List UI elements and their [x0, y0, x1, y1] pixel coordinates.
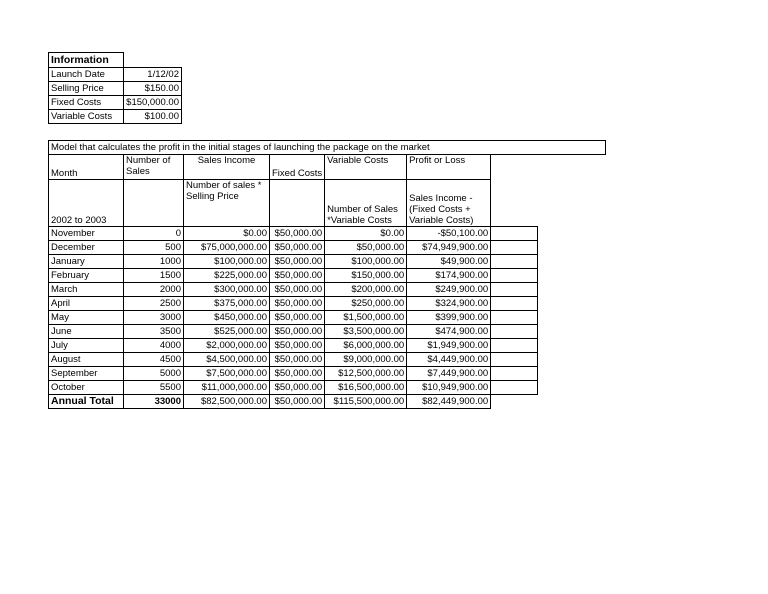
cell-sales[interactable]: 4000	[124, 339, 184, 353]
model-title[interactable]: Model that calculates the profit in the initial stages of launching the package on the market	[48, 140, 606, 155]
total-fixed[interactable]: $50,000.00	[270, 395, 325, 409]
table-row	[49, 339, 538, 353]
cell-variable[interactable]: $150,000.00	[325, 269, 407, 283]
cell-profit[interactable]: $174,900.00	[407, 269, 491, 283]
cell-income[interactable]: $7,500,000.00	[184, 367, 270, 381]
cell-profit[interactable]: $1,949,900.00	[407, 339, 491, 353]
cell-variable[interactable]: $200,000.00	[325, 283, 407, 297]
subheader-profit-formula[interactable]: Sales Income - (Fixed Costs + Variable Costs)	[407, 180, 491, 227]
cell-sales[interactable]: 2000	[124, 283, 184, 297]
cell-sales[interactable]: 5000	[124, 367, 184, 381]
table-row	[49, 381, 538, 395]
cell-variable[interactable]: $50,000.00	[325, 241, 407, 255]
cell-month[interactable]: July	[49, 339, 124, 353]
info-label-variable-costs[interactable]: Variable Costs	[49, 110, 124, 124]
total-profit[interactable]: $82,449,900.00	[407, 395, 491, 409]
header-profit-or-loss[interactable]: Profit or Loss	[407, 155, 491, 180]
cell-month[interactable]: August	[49, 353, 124, 367]
cell-month[interactable]: May	[49, 311, 124, 325]
cell-income[interactable]: $11,000,000.00	[184, 381, 270, 395]
cell-month[interactable]: January	[49, 255, 124, 269]
subheader-sales-income-formula[interactable]: Number of sales * Selling Price	[184, 180, 270, 227]
cell-month[interactable]: October	[49, 381, 124, 395]
cell-income[interactable]: $100,000.00	[184, 255, 270, 269]
cell-fixed[interactable]: $50,000.00	[270, 283, 325, 297]
cell-sales[interactable]: 500	[124, 241, 184, 255]
subheader-sales-blank[interactable]	[124, 180, 184, 227]
table-row	[49, 255, 538, 269]
header-number-of-sales[interactable]: Number of Sales	[124, 155, 184, 180]
info-label-launch-date[interactable]: Launch Date	[49, 68, 124, 82]
cell-profit[interactable]: $4,449,900.00	[407, 353, 491, 367]
cell-month[interactable]: December	[49, 241, 124, 255]
info-value-launch-date[interactable]: 1/12/02	[124, 68, 182, 82]
info-value-fixed-costs[interactable]: $150,000.00	[124, 96, 182, 110]
table-row	[49, 311, 538, 325]
cell-sales[interactable]: 2500	[124, 297, 184, 311]
cell-income[interactable]: $525,000.00	[184, 325, 270, 339]
cell-profit[interactable]: $49,900.00	[407, 255, 491, 269]
cell-variable[interactable]: $100,000.00	[325, 255, 407, 269]
table-row	[49, 241, 538, 255]
info-label-fixed-costs[interactable]: Fixed Costs	[49, 96, 124, 110]
cell-income[interactable]: $75,000,000.00	[184, 241, 270, 255]
cell-fixed[interactable]: $50,000.00	[270, 311, 325, 325]
cell-profit[interactable]: $249,900.00	[407, 283, 491, 297]
table-row	[49, 325, 538, 339]
cell-income[interactable]: $2,000,000.00	[184, 339, 270, 353]
cell-profit[interactable]: $324,900.00	[407, 297, 491, 311]
cell-sales[interactable]: 1500	[124, 269, 184, 283]
table-row	[49, 297, 538, 311]
information-header[interactable]: Information	[49, 53, 124, 68]
cell-variable[interactable]: $16,500,000.00	[325, 381, 407, 395]
total-variable[interactable]: $115,500,000.00	[325, 395, 407, 409]
header-sales-income[interactable]: Sales Income	[184, 155, 270, 180]
info-label-selling-price[interactable]: Selling Price	[49, 82, 124, 96]
cell-sales[interactable]: 4500	[124, 353, 184, 367]
header-variable-costs[interactable]: Variable Costs	[325, 155, 407, 180]
cell-fixed[interactable]: $50,000.00	[270, 325, 325, 339]
cell-variable[interactable]: $9,000,000.00	[325, 353, 407, 367]
cell-variable[interactable]: $12,500,000.00	[325, 367, 407, 381]
cell-income[interactable]: $0.00	[184, 227, 270, 241]
table-row	[49, 367, 538, 381]
cell-income[interactable]: $375,000.00	[184, 297, 270, 311]
cell-sales[interactable]: 1000	[124, 255, 184, 269]
cell-fixed[interactable]: $50,000.00	[270, 269, 325, 283]
information-header-blank[interactable]	[124, 53, 182, 68]
cell-sales[interactable]: 0	[124, 227, 184, 241]
cell-month[interactable]: February	[49, 269, 124, 283]
subheader-variable-costs-formula[interactable]: Number of Sales *Variable Costs	[325, 180, 407, 227]
total-income[interactable]: $82,500,000.00	[184, 395, 270, 409]
cell-fixed[interactable]: $50,000.00	[270, 339, 325, 353]
table-row	[49, 269, 538, 283]
table-row	[49, 353, 538, 367]
cell-month[interactable]: June	[49, 325, 124, 339]
info-value-selling-price[interactable]: $150.00	[124, 82, 182, 96]
information-table	[48, 52, 182, 124]
cell-fixed[interactable]: $50,000.00	[270, 255, 325, 269]
cell-variable[interactable]: $1,500,000.00	[325, 311, 407, 325]
cell-fixed[interactable]: $50,000.00	[270, 367, 325, 381]
cell-profit[interactable]: -$50,100.00	[407, 227, 491, 241]
total-label[interactable]: Annual Total	[49, 395, 124, 409]
cell-fixed[interactable]: $50,000.00	[270, 353, 325, 367]
cell-month[interactable]: November	[49, 227, 124, 241]
cell-sales[interactable]: 3500	[124, 325, 184, 339]
profit-model-table	[48, 154, 538, 409]
cell-fixed[interactable]: $50,000.00	[270, 227, 325, 241]
cell-income[interactable]: $300,000.00	[184, 283, 270, 297]
subheader-fixed-blank[interactable]	[270, 180, 325, 227]
cell-income[interactable]: $450,000.00	[184, 311, 270, 325]
info-value-variable-costs[interactable]: $100.00	[124, 110, 182, 124]
cell-profit[interactable]: $74,949,900.00	[407, 241, 491, 255]
cell-fixed[interactable]: $50,000.00	[270, 241, 325, 255]
cell-income[interactable]: $225,000.00	[184, 269, 270, 283]
cell-variable[interactable]: $3,500,000.00	[325, 325, 407, 339]
total-sales[interactable]: 33000	[124, 395, 184, 409]
cell-profit[interactable]: $399,900.00	[407, 311, 491, 325]
cell-sales[interactable]: 3000	[124, 311, 184, 325]
header-fixed-costs[interactable]: Fixed Costs	[270, 155, 325, 180]
cell-sales[interactable]: 5500	[124, 381, 184, 395]
table-row	[49, 227, 538, 241]
cell-variable[interactable]: $250,000.00	[325, 297, 407, 311]
cell-fixed[interactable]: $50,000.00	[270, 297, 325, 311]
cell-fixed[interactable]: $50,000.00	[270, 381, 325, 395]
cell-month[interactable]: March	[49, 283, 124, 297]
cell-month[interactable]: September	[49, 367, 124, 381]
cell-variable[interactable]: $6,000,000.00	[325, 339, 407, 353]
cell-profit[interactable]: $10,949,900.00	[407, 381, 491, 395]
table-row	[49, 283, 538, 297]
cell-profit[interactable]: $474,900.00	[407, 325, 491, 339]
cell-month[interactable]: April	[49, 297, 124, 311]
cell-variable[interactable]: $0.00	[325, 227, 407, 241]
cell-income[interactable]: $4,500,000.00	[184, 353, 270, 367]
subheader-period[interactable]: 2002 to 2003	[49, 180, 124, 227]
cell-profit[interactable]: $7,449,900.00	[407, 367, 491, 381]
header-month[interactable]: Month	[49, 155, 124, 180]
